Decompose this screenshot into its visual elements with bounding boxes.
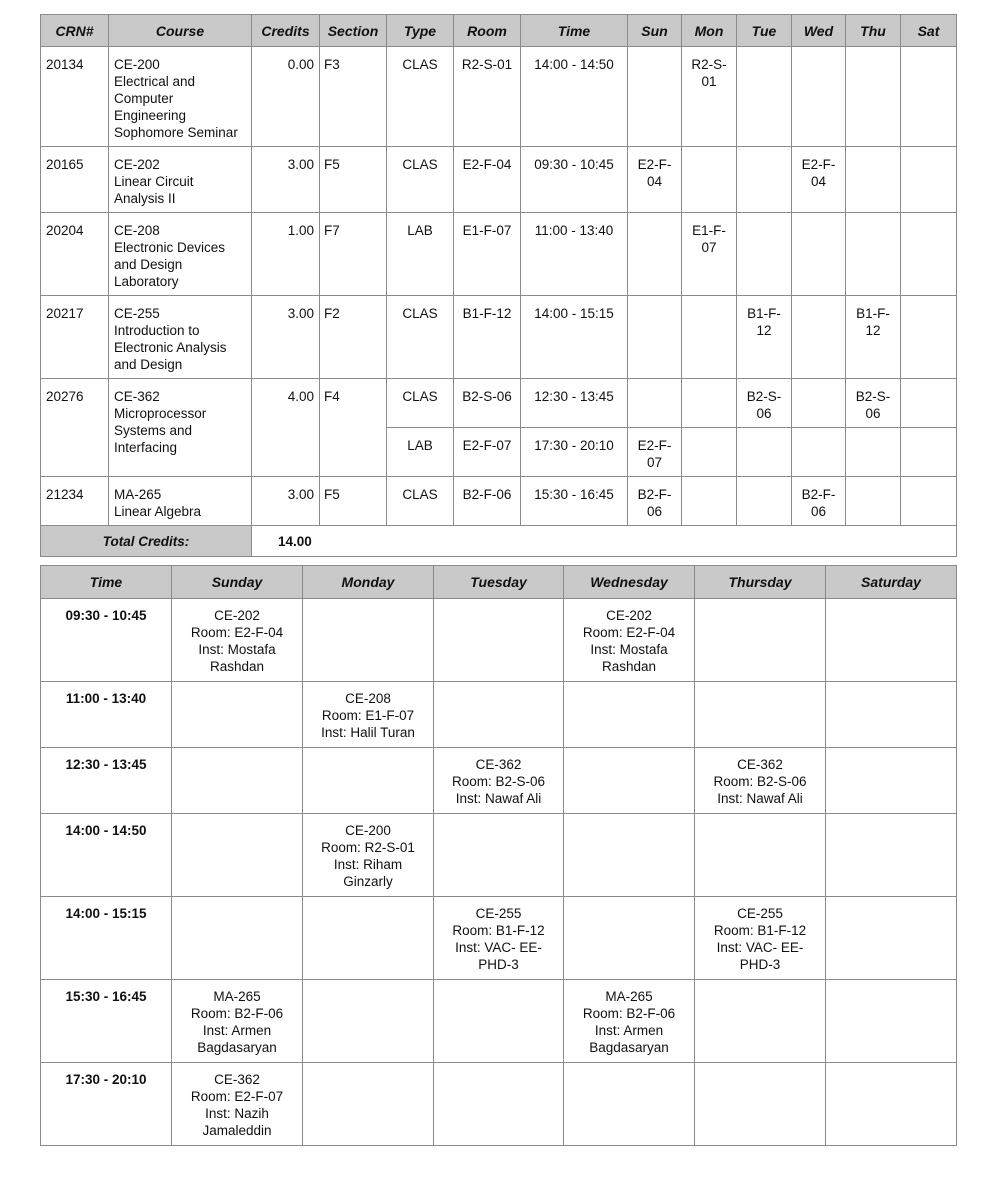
credits-cell: 1.00 [252,213,320,296]
time-slot-cell: 15:30 - 16:45 [41,980,172,1063]
session-course-code: CE-208 [345,691,391,706]
column-header: Mon [682,15,737,47]
class-session-cell [172,1063,303,1146]
crn-cell: 20134 [41,47,109,147]
schedule-cell [826,897,957,980]
schedule-cell [826,748,957,814]
course-row [41,477,957,526]
column-header: Course [109,15,252,47]
column-header: Time [521,15,628,47]
course-cell [109,213,252,296]
day-cell-tue [737,428,792,477]
day-cell-sat [901,296,957,379]
schedule-cell [303,897,434,980]
room-cell: B1-F-12 [454,296,521,379]
session-instructor: Inst: Nawaf Ali [455,791,542,806]
column-header: Tue [737,15,792,47]
schedule-cell [826,980,957,1063]
schedule-cell [826,1063,957,1146]
day-cell-wed [792,428,846,477]
class-session-cell [695,748,826,814]
day-cell-tue [737,47,792,147]
crn-cell: 21234 [41,477,109,526]
type-cell: CLAS [387,47,454,147]
section-cell: F5 [320,147,387,213]
day-cell-thu: B1-F-12 [846,296,901,379]
credits-cell: 3.00 [252,296,320,379]
day-cell-sun [628,296,682,379]
schedule-cell [564,1063,695,1146]
day-cell-sat [901,379,957,428]
day-cell-sat [901,477,957,526]
room-cell: E2-F-04 [454,147,521,213]
total-credits-value: 14.00 [252,526,957,557]
schedule-column-header: Time [41,566,172,599]
session-course-code: CE-200 [345,823,391,838]
column-header: Room [454,15,521,47]
course-cell [109,296,252,379]
time-cell: 17:30 - 20:10 [521,428,628,477]
day-cell-sun: B2-F-06 [628,477,682,526]
schedule-cell [172,748,303,814]
course-code: CE-200 [114,57,160,72]
session-course-code: MA-265 [605,989,653,1004]
schedule-cell [695,599,826,682]
course-code: CE-255 [114,306,160,321]
course-row [41,296,957,379]
day-cell-sat [901,428,957,477]
schedule-column-header: Wednesday [564,566,695,599]
schedule-column-header: Sunday [172,566,303,599]
time-slot-cell: 09:30 - 10:45 [41,599,172,682]
time-cell: 12:30 - 13:45 [521,379,628,428]
course-code: CE-362 [114,389,160,404]
session-instructor: Inst: Mostafa Rashdan [590,642,668,674]
session-instructor: Inst: VAC- EE-PHD-3 [455,940,542,972]
course-row [41,47,957,147]
crn-cell: 20165 [41,147,109,213]
day-cell-mon [682,477,737,526]
schedule-cell [434,980,564,1063]
session-room: Room: E1-F-07 [321,708,415,723]
schedule-cell [826,682,957,748]
class-session-cell [434,897,564,980]
day-cell-tue [737,147,792,213]
day-cell-wed: E2-F-04 [792,147,846,213]
course-code: MA-265 [114,487,162,502]
session-instructor: Inst: Armen Bagdasaryan [589,1023,669,1055]
schedule-cell [172,897,303,980]
section-cell: F7 [320,213,387,296]
schedule-cell [434,1063,564,1146]
schedule-row [41,1063,957,1146]
day-cell-sun: E2-F-04 [628,147,682,213]
session-room: Room: B1-F-12 [713,923,807,938]
schedule-cell [564,748,695,814]
session-course-code: CE-202 [214,608,260,623]
session-room: Room: R2-S-01 [321,840,415,855]
weekly-schedule-table [40,565,957,1146]
day-cell-mon: R2-S-01 [682,47,737,147]
day-cell-wed [792,213,846,296]
course-cell [109,477,252,526]
time-slot-cell: 11:00 - 13:40 [41,682,172,748]
session-course-code: MA-265 [213,989,261,1004]
schedule-cell [826,814,957,897]
day-cell-sun: E2-F-07 [628,428,682,477]
day-cell-sat [901,213,957,296]
course-name: Introduction to Electronic Analysis and Design [114,323,227,372]
column-header: Credits [252,15,320,47]
session-room: Room: E2-F-04 [582,625,676,640]
schedule-cell [564,897,695,980]
type-cell: CLAS [387,477,454,526]
session-room: Room: B1-F-12 [452,923,545,938]
course-name: Microprocessor Systems and Interfacing [114,406,207,455]
session-instructor: Inst: Riham Ginzarly [333,857,403,889]
total-credits-row [41,526,957,557]
time-slot-cell: 17:30 - 20:10 [41,1063,172,1146]
day-cell-tue: B2-S-06 [737,379,792,428]
day-cell-sun [628,47,682,147]
class-session-cell [695,897,826,980]
crn-cell: 20204 [41,213,109,296]
session-room: Room: B2-F-06 [190,1006,284,1021]
schedule-row [41,599,957,682]
day-cell-mon [682,296,737,379]
day-cell-wed [792,47,846,147]
schedule-cell [564,682,695,748]
class-session-cell [303,814,434,897]
day-cell-mon [682,428,737,477]
credits-cell: 3.00 [252,477,320,526]
room-cell: E1-F-07 [454,213,521,296]
session-room: Room: E2-F-07 [190,1089,284,1104]
course-cell [109,147,252,213]
day-cell-tue: B1-F-12 [737,296,792,379]
day-cell-wed [792,296,846,379]
crn-cell: 20276 [41,379,109,477]
section-cell: F5 [320,477,387,526]
room-cell: E2-F-07 [454,428,521,477]
session-room: Room: B2-S-06 [451,774,546,789]
day-cell-thu [846,147,901,213]
course-list-table [40,14,957,557]
course-cell [109,379,252,477]
schedule-row [41,980,957,1063]
session-course-code: CE-255 [737,906,783,921]
section-cell: F3 [320,47,387,147]
day-cell-wed: B2-F-06 [792,477,846,526]
time-slot-cell: 14:00 - 14:50 [41,814,172,897]
schedule-row [41,814,957,897]
course-table-header-row [41,15,957,47]
class-session-cell [303,682,434,748]
day-cell-wed [792,379,846,428]
day-cell-thu [846,47,901,147]
session-room: Room: B2-F-06 [582,1006,676,1021]
time-cell: 15:30 - 16:45 [521,477,628,526]
time-slot-cell: 14:00 - 15:15 [41,897,172,980]
session-instructor: Inst: Halil Turan [321,725,415,740]
schedule-cell [564,814,695,897]
column-header: Wed [792,15,846,47]
section-cell: F4 [320,379,387,477]
time-cell: 09:30 - 10:45 [521,147,628,213]
session-course-code: CE-202 [606,608,652,623]
schedule-row [41,682,957,748]
schedule-row [41,897,957,980]
schedule-cell [303,748,434,814]
session-course-code: CE-362 [214,1072,260,1087]
day-cell-tue [737,477,792,526]
day-cell-mon: E1-F-07 [682,213,737,296]
schedule-column-header: Monday [303,566,434,599]
section-cell: F2 [320,296,387,379]
schedule-column-header: Saturday [826,566,957,599]
course-cell [109,47,252,147]
schedule-cell [303,980,434,1063]
crn-cell: 20217 [41,296,109,379]
total-credits-label: Total Credits: [41,526,252,557]
credits-cell: 0.00 [252,47,320,147]
schedule-cell [434,599,564,682]
room-cell: B2-F-06 [454,477,521,526]
session-instructor: Inst: Nawaf Ali [717,791,803,806]
session-room: Room: E2-F-04 [190,625,284,640]
session-room: Room: B2-S-06 [713,774,807,789]
course-name: Electronic Devices and Design Laboratory [114,240,226,289]
schedule-column-header: Thursday [695,566,826,599]
day-cell-sat [901,47,957,147]
day-cell-tue [737,213,792,296]
course-name: Linear Circuit Analysis II [114,174,194,206]
schedule-column-header: Tuesday [434,566,564,599]
schedule-cell [303,1063,434,1146]
day-cell-thu [846,477,901,526]
schedule-header-row [41,566,957,599]
time-slot-cell: 12:30 - 13:45 [41,748,172,814]
day-cell-thu [846,428,901,477]
schedule-cell [172,682,303,748]
time-cell: 14:00 - 15:15 [521,296,628,379]
schedule-cell [303,599,434,682]
type-cell: LAB [387,213,454,296]
column-header: CRN# [41,15,109,47]
class-session-cell [564,980,695,1063]
course-code: CE-202 [114,157,160,172]
day-cell-sun [628,379,682,428]
course-row [41,379,957,428]
schedule-cell [434,814,564,897]
type-cell: LAB [387,428,454,477]
schedule-cell [695,980,826,1063]
course-row [41,213,957,296]
column-header: Sun [628,15,682,47]
schedule-cell [434,682,564,748]
credits-cell: 4.00 [252,379,320,477]
course-name: Electrical and Computer Engineering Sophomore Seminar [114,74,238,140]
column-header: Type [387,15,454,47]
day-cell-mon [682,147,737,213]
schedule-cell [172,814,303,897]
type-cell: CLAS [387,296,454,379]
course-code: CE-208 [114,223,160,238]
time-cell: 11:00 - 13:40 [521,213,628,296]
session-instructor: Inst: Armen Bagdasaryan [197,1023,277,1055]
room-cell: B2-S-06 [454,379,521,428]
day-cell-sat [901,147,957,213]
session-instructor: Inst: VAC- EE-PHD-3 [716,940,804,972]
credits-cell: 3.00 [252,147,320,213]
session-course-code: CE-362 [737,757,783,772]
schedule-row [41,748,957,814]
course-row [41,147,957,213]
column-header: Sat [901,15,957,47]
class-session-cell [172,599,303,682]
schedule-cell [826,599,957,682]
session-instructor: Inst: Mostafa Rashdan [198,642,276,674]
schedule-cell [695,814,826,897]
session-course-code: CE-362 [475,757,522,772]
session-course-code: CE-255 [475,906,522,921]
schedule-cell [695,682,826,748]
column-header: Section [320,15,387,47]
schedule-cell [695,1063,826,1146]
class-session-cell [434,748,564,814]
time-cell: 14:00 - 14:50 [521,47,628,147]
day-cell-sun [628,213,682,296]
day-cell-thu: B2-S-06 [846,379,901,428]
type-cell: CLAS [387,147,454,213]
course-name: Linear Algebra [114,504,202,519]
type-cell: CLAS [387,379,454,428]
class-session-cell [564,599,695,682]
room-cell: R2-S-01 [454,47,521,147]
day-cell-thu [846,213,901,296]
class-session-cell [172,980,303,1063]
day-cell-mon [682,379,737,428]
column-header: Thu [846,15,901,47]
session-instructor: Inst: Nazih Jamaleddin [202,1106,272,1138]
